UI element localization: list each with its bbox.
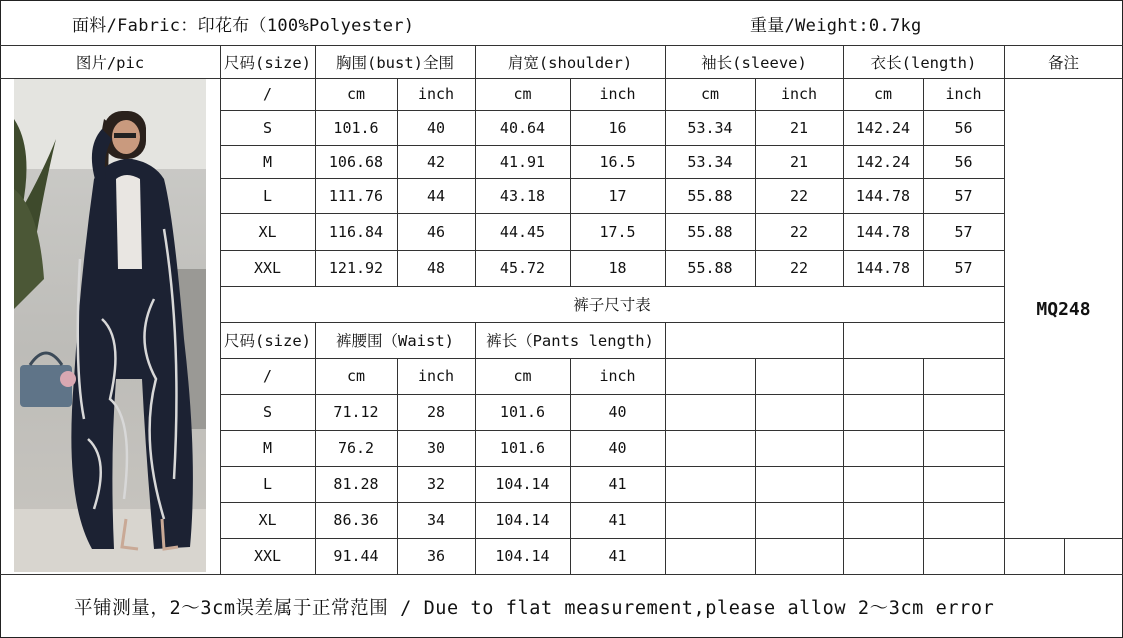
grid-line (755, 358, 756, 574)
table-cell: 41 (608, 511, 627, 529)
unit-cell: inch (599, 85, 636, 103)
column-header: 袖长(sleeve) (701, 53, 807, 72)
unit-cell: cm (700, 85, 720, 103)
table-cell: 43.18 (499, 186, 546, 205)
table-cell: 41.91 (499, 152, 546, 171)
table-cell: 40 (608, 439, 627, 457)
size-label: M (262, 152, 273, 171)
pants-table-title: 裤子尺寸表 (573, 296, 651, 314)
unit-cell: inch (417, 367, 455, 385)
size-label: XL (258, 511, 277, 529)
product-photo (14, 79, 206, 572)
table-cell: 111.76 (328, 186, 384, 205)
size-label: S (262, 403, 273, 421)
unit-cell: inch (599, 367, 636, 385)
size-label: XXL (253, 547, 282, 565)
unit-cell: inch (945, 85, 982, 103)
unit-cell: / (262, 85, 273, 103)
size-label: XXL (253, 259, 282, 277)
grid-line (665, 322, 666, 574)
table-cell: 36 (426, 547, 446, 565)
table-cell: 104.14 (495, 547, 550, 565)
table-cell: 40 (426, 118, 446, 137)
table-cell: 28 (426, 403, 446, 421)
grid-line (843, 322, 844, 574)
table-cell: 17.5 (599, 222, 636, 241)
table-cell: 40 (608, 403, 627, 421)
header-bar (0, 0, 1123, 45)
table-cell: 101.6 (499, 439, 546, 457)
grid-line (923, 358, 924, 574)
unit-cell: cm (513, 85, 532, 103)
table-cell: 104.14 (495, 475, 550, 493)
table-cell: 71.12 (333, 403, 379, 421)
table-cell: 45.72 (499, 259, 546, 277)
table-cell: 106.68 (328, 152, 384, 171)
table-cell: 41 (608, 547, 627, 565)
unit-cell: / (262, 367, 273, 385)
size-label: XL (258, 222, 277, 241)
table-cell: 42 (426, 152, 446, 171)
pants-column-header: 尺码(size) (224, 332, 311, 350)
table-cell: 57 (954, 222, 973, 241)
table-cell: 55.88 (687, 222, 733, 241)
table-cell: 22 (789, 259, 809, 277)
table-cell: 22 (789, 222, 809, 241)
table-cell: 17 (608, 186, 627, 205)
pants-column-header: 裤长（Pants length) (486, 332, 654, 350)
column-header: 胸围(bust)全围 (336, 53, 454, 72)
unit-cell: cm (513, 367, 532, 385)
size-label: L (262, 475, 273, 493)
table-cell: 86.36 (333, 511, 379, 529)
unit-cell: cm (346, 85, 366, 103)
unit-cell: inch (417, 85, 455, 103)
table-cell: 32 (426, 475, 446, 493)
table-cell: 57 (954, 259, 973, 277)
table-cell: 53.34 (687, 152, 733, 171)
table-cell: 40.64 (499, 118, 546, 137)
table-cell: 76.2 (337, 439, 375, 457)
size-label: M (262, 439, 273, 457)
table-cell: 21 (789, 152, 809, 171)
remark-code: MQ248 (1036, 298, 1091, 320)
column-header: 肩宽(shoulder) (507, 53, 633, 72)
footer-note: 平铺测量，2～3cm误差属于正常范围 / Due to flat measurement,please allow 2～3cm error (74, 597, 995, 619)
column-header: 备注 (1047, 53, 1079, 72)
table-cell: 44 (426, 186, 446, 205)
table-cell: 16 (608, 118, 627, 137)
fabric-info: 面料/Fabric：印花布（100%Polyester) (72, 16, 415, 36)
table-cell: 34 (426, 511, 446, 529)
table-cell: 142.24 (855, 152, 911, 171)
column-header: 尺码(size) (224, 53, 311, 72)
weight-info: 重量/Weight:0.7kg (750, 16, 922, 36)
column-header: 衣长(length) (870, 53, 977, 72)
unit-cell: cm (346, 367, 366, 385)
table-cell: 21 (789, 118, 809, 137)
table-cell: 104.14 (495, 511, 550, 529)
table-cell: 91.44 (333, 547, 379, 565)
table-cell: 144.78 (855, 222, 911, 241)
table-cell: 57 (954, 186, 973, 205)
table-cell: 48 (426, 259, 446, 277)
table-cell: 142.24 (855, 118, 911, 137)
table-cell: 18 (608, 259, 627, 277)
table-cell: 46 (426, 222, 446, 241)
model-illustration (14, 79, 206, 572)
table-cell: 56 (954, 152, 973, 171)
table-cell: 144.78 (855, 259, 911, 277)
grid-line (1064, 538, 1065, 574)
table-cell: 53.34 (687, 118, 733, 137)
table-cell: 41 (608, 475, 627, 493)
pants-column-header: 裤腰围（Waist) (336, 332, 454, 350)
unit-cell: inch (780, 85, 818, 103)
pic-column-header: 图片/pic (75, 53, 145, 72)
table-cell: 44.45 (499, 222, 546, 241)
table-cell: 55.88 (687, 186, 733, 205)
table-cell: 55.88 (687, 259, 733, 277)
table-cell: 56 (954, 118, 973, 137)
table-cell: 22 (789, 186, 809, 205)
size-label: L (262, 186, 273, 205)
table-cell: 16.5 (599, 152, 636, 171)
table-cell: 101.6 (333, 118, 379, 137)
unit-cell: cm (873, 85, 893, 103)
size-label: S (262, 118, 273, 137)
table-cell: 121.92 (328, 259, 384, 277)
table-cell: 144.78 (855, 186, 911, 205)
table-cell: 116.84 (328, 222, 384, 241)
table-cell: 81.28 (333, 475, 379, 493)
table-cell: 30 (426, 439, 446, 457)
table-cell: 101.6 (499, 403, 546, 421)
